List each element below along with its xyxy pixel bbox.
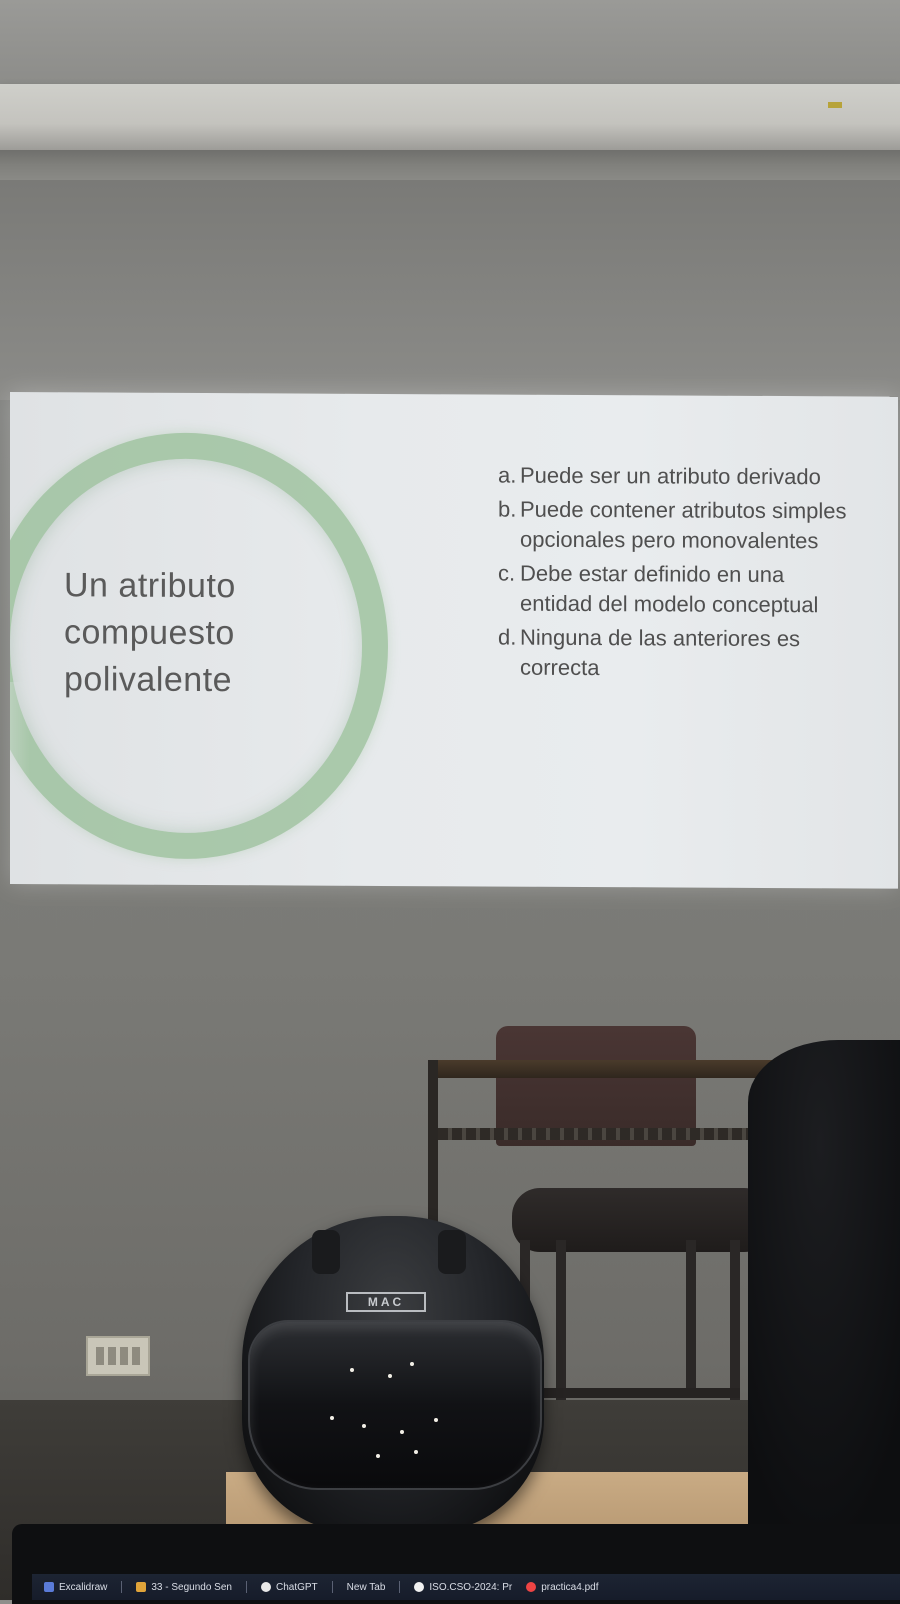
wall [0,180,900,400]
tab-divider [121,1581,122,1593]
tab-label: ChatGPT [275,1581,318,1593]
answer-text: Debe estar definido en una entidad del modelo conceptual [520,560,819,618]
tab-divider [246,1581,247,1593]
tab-chatgpt[interactable] [261,1582,318,1593]
answer-option-d [498,623,858,685]
tab-label: Excalidraw [59,1581,108,1593]
tab-new-tab[interactable] [347,1582,386,1593]
answer-text: Puede ser un atributo derivado [520,462,821,490]
browser-tab-strip [32,1574,900,1600]
answer-text: Ninguna de las anteriores es correcta [520,624,801,681]
housing-label [828,102,842,108]
ring-fade [10,682,30,842]
answer-letter: c. [498,560,516,586]
answer-option-c [498,559,858,621]
pdf-icon [526,1582,536,1592]
answer-list [498,461,858,689]
tab-label: practica4.pdf [541,1581,599,1593]
chair-crossbar [540,1388,740,1398]
screen-rail [0,150,900,180]
answer-option-a [498,461,858,493]
tab-iso[interactable] [414,1582,512,1593]
helmet-vent [438,1230,466,1274]
tab-divider [332,1581,333,1593]
tab-linkedin[interactable] [136,1582,232,1593]
excalidraw-icon [44,1582,54,1592]
title-line: Un atributo [64,566,236,606]
title-line: polivalente [64,660,233,700]
linkedin-icon [136,1582,146,1592]
answer-letter: d. [498,624,517,650]
tab-label: New Tab [346,1581,386,1593]
projector-screen-housing [0,84,900,150]
chair-leg [686,1240,696,1390]
helmet-vent [312,1230,340,1274]
motorcycle-helmet [242,1216,544,1534]
github-icon [414,1582,424,1592]
tab-practica[interactable] [526,1582,598,1593]
tab-label: 33 - Segundo Sen [151,1581,232,1593]
answer-letter: a. [498,462,517,488]
ceiling [0,0,900,88]
helmet-visor [248,1320,542,1490]
tab-label: ISO.CSO-2024: Pr [429,1581,513,1593]
chatgpt-icon [261,1582,271,1592]
slide-title [64,562,354,705]
person-silhouette [748,1040,900,1560]
answer-text: Puede contener atributos simples opcionales pero monovalentes [520,496,847,554]
title-line: compuesto [64,613,235,653]
wall-socket [86,1336,150,1376]
tab-excalidraw[interactable] [44,1582,107,1593]
answer-option-b [498,495,858,557]
projected-slide [10,392,898,889]
helmet-logo: MAC [346,1292,426,1312]
answer-letter: b. [498,496,517,522]
tab-divider [399,1581,400,1593]
